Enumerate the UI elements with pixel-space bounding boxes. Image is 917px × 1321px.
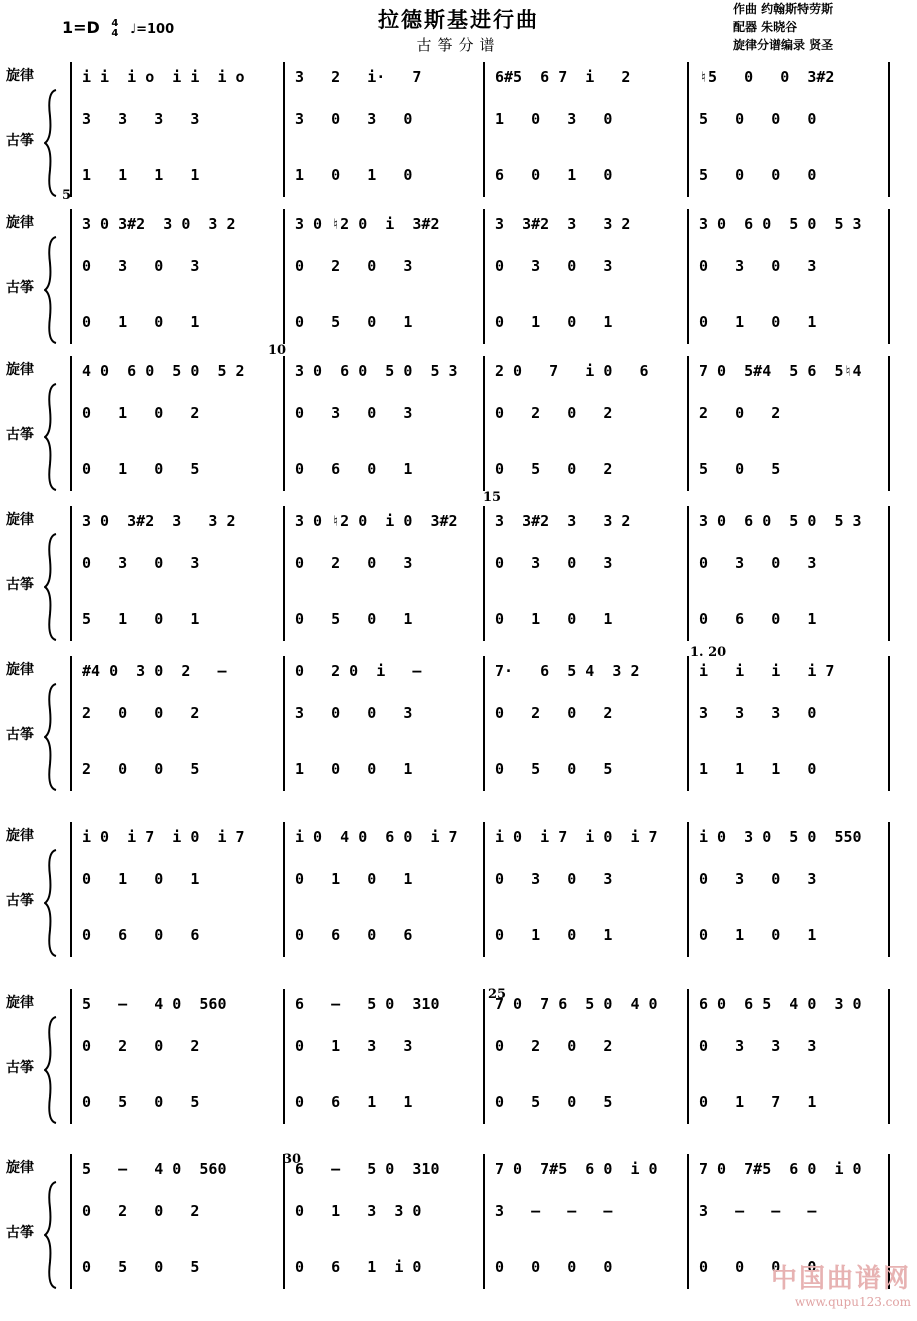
brace-icon	[44, 532, 58, 642]
upper-measure: 0 2 0 3	[295, 554, 413, 572]
upper-measure: 0 3 0 3	[295, 404, 413, 422]
melody-label: 旋律	[6, 828, 34, 844]
upper-measure: 0 1 0 1	[295, 870, 413, 888]
barline	[483, 822, 485, 957]
guzheng-label: 古筝	[6, 893, 34, 909]
barline	[483, 356, 485, 491]
barline	[687, 656, 689, 791]
barline	[687, 989, 689, 1124]
brace-icon	[44, 848, 58, 958]
arranger-credit: 配器 朱晓谷	[733, 20, 798, 34]
melody-measure: i 0 i 7 i 0 i 7	[82, 828, 245, 846]
melody-measure: 4 0 6 0 5 0 5 2	[82, 362, 245, 380]
guzheng-label: 古筝	[6, 1060, 34, 1076]
barline	[70, 62, 72, 197]
upper-measure: 0 3 0 3	[495, 870, 613, 888]
melody-label: 旋律	[6, 68, 34, 84]
upper-measure: 0 2 0 2	[82, 1037, 200, 1055]
barline	[888, 506, 890, 641]
melody-measure: 3 0 6 0 5 0 5 3	[699, 512, 862, 530]
lower-measure: 0 1 7 1	[699, 1093, 817, 1111]
barline	[70, 989, 72, 1124]
barline	[283, 209, 285, 344]
brace-icon	[44, 682, 58, 792]
lower-measure: 0 0 0 0	[699, 1258, 817, 1276]
barline	[283, 1154, 285, 1289]
melody-label: 旋律	[6, 512, 34, 528]
barline	[483, 506, 485, 641]
melody-measure: 6 0 6 5 4 0 3 0	[699, 995, 862, 1013]
melody-measure: 7 0 7 6 5 0 4 0	[495, 995, 658, 1013]
melody-measure: i i i o i i i o	[82, 68, 245, 86]
barline	[888, 356, 890, 491]
transcriber-credit: 旋律分谱编录 贤圣	[733, 38, 834, 52]
melody-measure: 6#5 6 7 i 2	[495, 68, 631, 86]
lower-measure: 1 0 1 0	[295, 166, 413, 184]
brace-icon	[44, 382, 58, 492]
barline	[483, 656, 485, 791]
upper-measure: 3 3 3 0	[699, 704, 817, 722]
melody-measure: 3 0 ♮2 0 i 0 3#2	[295, 512, 458, 530]
barline	[483, 1154, 485, 1289]
melody-measure: 3 0 6 0 5 0 5 3	[295, 362, 458, 380]
lower-measure: 5 0 0 0	[699, 166, 817, 184]
upper-measure: 0 3 0 3	[495, 257, 613, 275]
melody-measure: 7 0 5#4 5 6 5♮4	[699, 362, 862, 380]
lower-measure: 0 5 0 1	[295, 313, 413, 331]
barline	[70, 356, 72, 491]
lower-measure: 5 1 0 1	[82, 610, 200, 628]
upper-measure: 3 0 3 0	[295, 110, 413, 128]
lower-measure: 0 6 0 1	[295, 460, 413, 478]
guzheng-label: 古筝	[6, 427, 34, 443]
upper-measure: 5 0 0 0	[699, 110, 817, 128]
upper-measure: 1 0 3 0	[495, 110, 613, 128]
guzheng-label: 古筝	[6, 577, 34, 593]
upper-measure: 0 3 0 3	[699, 554, 817, 572]
score-system	[0, 205, 917, 370]
upper-measure: 2 0 0 2	[82, 704, 200, 722]
page-title: 拉德斯基进行曲	[378, 7, 539, 32]
lower-measure: 1 1 1 1	[82, 166, 200, 184]
melody-measure: 3 0 3#2 3 3 2	[82, 512, 236, 530]
melody-measure: i i i i 7	[699, 662, 835, 680]
brace-icon	[44, 235, 58, 345]
score-system	[0, 652, 917, 817]
melody-measure: 0 2 0 i –	[295, 662, 422, 680]
score-system	[0, 352, 917, 517]
lower-measure: 0 6 0 6	[295, 926, 413, 944]
composer-credit: 作曲 约翰斯特劳斯	[733, 2, 834, 16]
tempo-marking: ♩=100	[129, 22, 175, 37]
lower-measure: 0 6 0 6	[82, 926, 200, 944]
melody-measure: 6 – 5 0 310	[295, 1160, 440, 1178]
measure-number: 25	[488, 987, 507, 1002]
time-top: 4	[111, 17, 119, 29]
lower-measure: 2 0 0 5	[82, 760, 200, 778]
barline	[70, 506, 72, 641]
upper-measure: 0 2 0 2	[495, 404, 613, 422]
barline	[70, 209, 72, 344]
barline	[888, 62, 890, 197]
guzheng-label: 古筝	[6, 1225, 34, 1241]
credits	[733, 0, 833, 54]
lower-measure: 0 6 1 1	[295, 1093, 413, 1111]
brace-icon	[44, 1015, 58, 1125]
upper-measure: 0 1 3 3	[295, 1037, 413, 1055]
melody-measure: 3 3#2 3 3 2	[495, 512, 631, 530]
upper-measure: 3 0 0 3	[295, 704, 413, 722]
melody-measure: 3 0 6 0 5 0 5 3	[699, 215, 862, 233]
measure-number: 30	[283, 1152, 302, 1167]
barline	[687, 1154, 689, 1289]
melody-measure: 3 3#2 3 3 2	[495, 215, 631, 233]
upper-measure: 0 3 0 3	[699, 257, 817, 275]
barline	[687, 822, 689, 957]
lower-measure: 1 0 0 1	[295, 760, 413, 778]
barline	[888, 209, 890, 344]
barline	[483, 989, 485, 1124]
lower-measure: 0 1 0 1	[495, 926, 613, 944]
lower-measure: 0 0 0 0	[495, 1258, 613, 1276]
upper-measure: 0 2 0 2	[82, 1202, 200, 1220]
upper-measure: 0 3 0 3	[82, 554, 200, 572]
watermark	[771, 1258, 911, 1309]
barline	[483, 62, 485, 197]
barline	[283, 656, 285, 791]
lower-measure: 0 1 0 1	[495, 610, 613, 628]
barline	[70, 822, 72, 957]
guzheng-label: 古筝	[6, 727, 34, 743]
melody-measure: 3 0 ♮2 0 i 3#2	[295, 215, 440, 233]
upper-measure: 0 2 0 2	[495, 1037, 613, 1055]
lower-measure: 0 5 0 5	[82, 1093, 200, 1111]
measure-number: 10	[268, 343, 287, 358]
barline	[283, 62, 285, 197]
lower-measure: 0 1 0 1	[82, 313, 200, 331]
melody-measure: i 0 i 7 i 0 i 7	[495, 828, 658, 846]
melody-label: 旋律	[6, 995, 34, 1011]
upper-measure: 3 – – –	[699, 1202, 817, 1220]
brace-icon	[44, 1180, 58, 1290]
lower-measure: 0 5 0 5	[82, 1258, 200, 1276]
lower-measure: 0 6 1 i 0	[295, 1258, 422, 1276]
upper-measure: 2 0 2	[699, 404, 781, 422]
melody-measure: 7 0 7#5 6 0 i 0	[495, 1160, 658, 1178]
melody-label: 旋律	[6, 662, 34, 678]
measure-number: 5	[62, 188, 72, 203]
upper-measure: 0 1 0 2	[82, 404, 200, 422]
melody-measure: 5 – 4 0 560	[82, 995, 227, 1013]
watermark-url: www.qupu123.com	[794, 1295, 911, 1309]
lower-measure: 1 1 1 0	[699, 760, 817, 778]
barline	[687, 356, 689, 491]
lower-measure: 0 1 0 1	[699, 926, 817, 944]
score-system	[0, 985, 917, 1150]
lower-measure: 0 1 0 1	[495, 313, 613, 331]
upper-measure: 0 1 3 3 0	[295, 1202, 422, 1220]
barline	[283, 822, 285, 957]
watermark-text: 中国曲谱网	[770, 1264, 911, 1294]
melody-measure: 7 0 7#5 6 0 i 0	[699, 1160, 862, 1178]
melody-measure: 3 0 3#2 3 0 3 2	[82, 215, 236, 233]
upper-measure: 0 3 0 3	[495, 554, 613, 572]
melody-measure: ♮5 0 0 3#2	[699, 68, 835, 86]
upper-measure: 0 2 0 2	[495, 704, 613, 722]
barline	[283, 989, 285, 1124]
upper-measure: 0 2 0 3	[295, 257, 413, 275]
upper-measure: 3 3 3 3	[82, 110, 200, 128]
key-signature: 1=D 4 4 ♩=100	[62, 17, 175, 39]
barline	[687, 209, 689, 344]
barline	[687, 506, 689, 641]
lower-measure: 0 5 0 5	[495, 760, 613, 778]
upper-measure: 0 3 3 3	[699, 1037, 817, 1055]
brace-icon	[44, 88, 58, 198]
barline	[70, 1154, 72, 1289]
lower-measure: 5 0 5	[699, 460, 781, 478]
score-system	[0, 818, 917, 983]
barline	[888, 822, 890, 957]
melody-measure: 5 – 4 0 560	[82, 1160, 227, 1178]
melody-measure: 2 0 7 i 0 6	[495, 362, 649, 380]
upper-measure: 3 – – –	[495, 1202, 613, 1220]
barline	[283, 506, 285, 641]
barline	[283, 356, 285, 491]
page-subtitle: 古筝分谱	[416, 36, 501, 54]
measure-number: 1. 20	[690, 645, 727, 660]
melody-label: 旋律	[6, 215, 34, 231]
upper-measure: 0 3 0 3	[82, 257, 200, 275]
barline	[687, 62, 689, 197]
barline	[70, 656, 72, 791]
measure-number: 15	[483, 490, 502, 505]
lower-measure: 0 5 0 2	[495, 460, 613, 478]
lower-measure: 6 0 1 0	[495, 166, 613, 184]
score-system	[0, 502, 917, 667]
lower-measure: 0 1 0 5	[82, 460, 200, 478]
melody-measure: 6 – 5 0 310	[295, 995, 440, 1013]
melody-measure: #4 0 3 0 2 –	[82, 662, 227, 680]
lower-measure: 0 6 0 1	[699, 610, 817, 628]
melody-measure: 3 2 i· 7	[295, 68, 422, 86]
upper-measure: 0 1 0 1	[82, 870, 200, 888]
barline	[888, 989, 890, 1124]
lower-measure: 0 5 0 1	[295, 610, 413, 628]
barline	[888, 656, 890, 791]
guzheng-label: 古筝	[6, 280, 34, 296]
upper-measure: 0 3 0 3	[699, 870, 817, 888]
score-system	[0, 58, 917, 223]
lower-measure: 0 1 0 1	[699, 313, 817, 331]
guzheng-label: 古筝	[6, 133, 34, 149]
melody-measure: i 0 4 0 6 0 i 7	[295, 828, 458, 846]
melody-measure: i 0 3 0 5 0 550	[699, 828, 862, 846]
lower-measure: 0 5 0 5	[495, 1093, 613, 1111]
melody-measure: 7· 6 5 4 3 2	[495, 662, 640, 680]
time-bottom: 4	[111, 27, 119, 39]
barline	[483, 209, 485, 344]
melody-label: 旋律	[6, 1160, 34, 1176]
melody-label: 旋律	[6, 362, 34, 378]
